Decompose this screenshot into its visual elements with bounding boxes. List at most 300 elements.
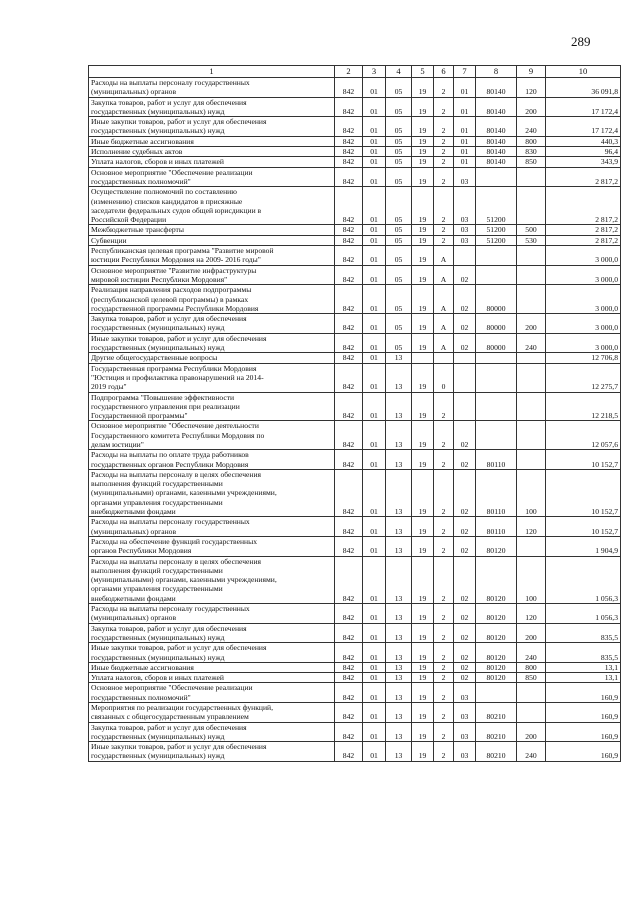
- code-cell: 03: [454, 167, 476, 187]
- code-cell: 850: [517, 673, 546, 683]
- code-cell: 2: [434, 421, 454, 450]
- code-cell: 01: [454, 117, 476, 137]
- code-cell: [517, 285, 546, 314]
- code-cell: 13: [386, 662, 412, 672]
- code-cell: 240: [517, 333, 546, 353]
- code-cell: 2: [434, 97, 454, 117]
- column-header: 8: [476, 66, 517, 78]
- code-cell: 01: [363, 742, 386, 762]
- table-row: [89, 722, 621, 742]
- code-cell: 2: [434, 187, 454, 225]
- code-cell: 842: [335, 117, 363, 137]
- code-cell: 01: [363, 363, 386, 392]
- table-row: [89, 167, 621, 187]
- row-description: Основное мероприятие "Обеспечение реализации государственных полномочий": [89, 683, 335, 703]
- code-cell: 01: [363, 662, 386, 672]
- table-row: [89, 147, 621, 157]
- row-description: Субвенции: [89, 235, 335, 245]
- code-cell: 05: [386, 136, 412, 146]
- code-cell: 05: [386, 246, 412, 266]
- table-row: [89, 662, 621, 672]
- code-cell: 842: [335, 421, 363, 450]
- code-cell: 2: [434, 722, 454, 742]
- code-cell: [412, 353, 434, 363]
- code-cell: [476, 353, 517, 363]
- table-row: [89, 536, 621, 556]
- amount-cell: 3 000,0: [546, 285, 621, 314]
- row-description: Иные закупки товаров, работ и услуг для обеспечения государственных (муниципальных) нужд: [89, 742, 335, 762]
- code-cell: [517, 167, 546, 187]
- row-description: Иные закупки товаров, работ и услуг для обеспечения государственных (муниципальных) нужд: [89, 333, 335, 353]
- code-cell: 2: [434, 136, 454, 146]
- code-cell: 2: [434, 556, 454, 603]
- code-cell: [517, 536, 546, 556]
- code-cell: 80140: [476, 147, 517, 157]
- code-cell: 80210: [476, 722, 517, 742]
- code-cell: 02: [454, 623, 476, 643]
- code-cell: 19: [412, 314, 434, 334]
- code-cell: 2: [434, 623, 454, 643]
- code-cell: 842: [335, 136, 363, 146]
- code-cell: 842: [335, 157, 363, 167]
- code-cell: 19: [412, 225, 434, 235]
- code-cell: 19: [412, 167, 434, 187]
- code-cell: 2: [434, 167, 454, 187]
- code-cell: 01: [454, 97, 476, 117]
- code-cell: 2: [434, 604, 454, 624]
- table-row: [89, 157, 621, 167]
- code-cell: 01: [363, 469, 386, 516]
- column-header: 3: [363, 66, 386, 78]
- amount-cell: 2 817,2: [546, 187, 621, 225]
- code-cell: 19: [412, 136, 434, 146]
- code-cell: [476, 265, 517, 285]
- code-cell: 19: [412, 536, 434, 556]
- code-cell: 13: [386, 673, 412, 683]
- code-cell: 842: [335, 517, 363, 537]
- code-cell: А: [434, 314, 454, 334]
- code-cell: 19: [412, 643, 434, 663]
- code-cell: 842: [335, 363, 363, 392]
- code-cell: 13: [386, 604, 412, 624]
- code-cell: 842: [335, 643, 363, 663]
- code-cell: А: [434, 333, 454, 353]
- code-cell: 842: [335, 683, 363, 703]
- code-cell: 80210: [476, 742, 517, 762]
- row-description: Расходы на выплаты персоналу государственных (муниципальных) органов: [89, 78, 335, 98]
- code-cell: 02: [454, 673, 476, 683]
- code-cell: 13: [386, 353, 412, 363]
- page-number: 289: [571, 34, 591, 49]
- code-cell: 01: [454, 147, 476, 157]
- code-cell: 13: [386, 623, 412, 643]
- code-cell: 842: [335, 673, 363, 683]
- code-cell: [476, 683, 517, 703]
- code-cell: 02: [454, 536, 476, 556]
- code-cell: 240: [517, 117, 546, 137]
- table-row: [89, 363, 621, 392]
- code-cell: 01: [363, 235, 386, 245]
- code-cell: 2: [434, 673, 454, 683]
- row-description: Расходы на выплаты персоналу в целях обеспечения выполнения функций государственными (муниципальными) органами, казенными учреждениями, органами управления государственными внебюджетными фондами: [89, 556, 335, 603]
- code-cell: 2: [434, 225, 454, 235]
- amount-cell: 1 904,9: [546, 536, 621, 556]
- code-cell: 100: [517, 556, 546, 603]
- table-row: [89, 469, 621, 516]
- code-cell: 842: [335, 167, 363, 187]
- code-cell: 13: [386, 643, 412, 663]
- code-cell: 842: [335, 662, 363, 672]
- table-row: [89, 450, 621, 470]
- code-cell: 01: [363, 683, 386, 703]
- code-cell: 2: [434, 683, 454, 703]
- code-cell: 05: [386, 265, 412, 285]
- code-cell: [454, 392, 476, 421]
- code-cell: 800: [517, 662, 546, 672]
- code-cell: 01: [363, 450, 386, 470]
- code-cell: 80110: [476, 469, 517, 516]
- amount-cell: 96,4: [546, 147, 621, 157]
- code-cell: 02: [454, 285, 476, 314]
- code-cell: 80140: [476, 97, 517, 117]
- code-cell: 01: [363, 333, 386, 353]
- table-row: [89, 225, 621, 235]
- row-description: Иные закупки товаров, работ и услуг для обеспечения государственных (муниципальных) нужд: [89, 643, 335, 663]
- code-cell: 842: [335, 604, 363, 624]
- amount-cell: 2 817,2: [546, 167, 621, 187]
- code-cell: 842: [335, 97, 363, 117]
- code-cell: 19: [412, 392, 434, 421]
- code-cell: А: [434, 265, 454, 285]
- code-cell: 19: [412, 673, 434, 683]
- code-cell: [476, 167, 517, 187]
- code-cell: 2: [434, 517, 454, 537]
- column-header: 6: [434, 66, 454, 78]
- row-description: Основное мероприятие "Обеспечение реализации государственных полномочий": [89, 167, 335, 187]
- code-cell: 01: [363, 78, 386, 98]
- amount-cell: 2 817,2: [546, 225, 621, 235]
- row-description: Закупка товаров, работ и услуг для обеспечения государственных (муниципальных) нужд: [89, 314, 335, 334]
- code-cell: 02: [454, 556, 476, 603]
- code-cell: 240: [517, 643, 546, 663]
- code-cell: 01: [363, 265, 386, 285]
- amount-cell: 440,3: [546, 136, 621, 146]
- code-cell: 13: [386, 703, 412, 723]
- amount-cell: 10 152,7: [546, 469, 621, 516]
- code-cell: 80000: [476, 333, 517, 353]
- row-description: Иные бюджетные ассигнования: [89, 136, 335, 146]
- code-cell: 842: [335, 265, 363, 285]
- code-cell: 02: [454, 469, 476, 516]
- table-row: [89, 643, 621, 663]
- code-cell: 02: [454, 604, 476, 624]
- row-description: Подпрограмма "Повышение эффективности государственного управления при реализации Государственной программы": [89, 392, 335, 421]
- amount-cell: 13,1: [546, 673, 621, 683]
- code-cell: 19: [412, 187, 434, 225]
- code-cell: 05: [386, 187, 412, 225]
- code-cell: [454, 363, 476, 392]
- code-cell: [454, 353, 476, 363]
- code-cell: 02: [454, 450, 476, 470]
- column-header: 10: [546, 66, 621, 78]
- code-cell: 02: [454, 643, 476, 663]
- code-cell: 80110: [476, 517, 517, 537]
- code-cell: 842: [335, 469, 363, 516]
- code-cell: [434, 353, 454, 363]
- amount-cell: 10 152,7: [546, 450, 621, 470]
- row-description: Основное мероприятие "Обеспечение деятельности Государственного комитета Республики Мордовия по делам юстиции": [89, 421, 335, 450]
- table-row: [89, 333, 621, 353]
- row-description: Мероприятия по реализации государственных функций, связанных с общегосударственным управлением: [89, 703, 335, 723]
- table-row: [89, 285, 621, 314]
- code-cell: 842: [335, 742, 363, 762]
- code-cell: 19: [412, 78, 434, 98]
- code-cell: 19: [412, 421, 434, 450]
- code-cell: 842: [335, 450, 363, 470]
- code-cell: [476, 363, 517, 392]
- table-row: [89, 246, 621, 266]
- code-cell: 2: [434, 742, 454, 762]
- table-row: [89, 703, 621, 723]
- code-cell: 01: [363, 246, 386, 266]
- code-cell: 02: [454, 517, 476, 537]
- code-cell: 842: [335, 392, 363, 421]
- code-cell: 01: [363, 392, 386, 421]
- code-cell: 01: [454, 78, 476, 98]
- code-cell: 19: [412, 363, 434, 392]
- code-cell: 842: [335, 285, 363, 314]
- code-cell: 51200: [476, 187, 517, 225]
- code-cell: 19: [412, 147, 434, 157]
- code-cell: 80120: [476, 643, 517, 663]
- code-cell: 02: [454, 421, 476, 450]
- code-cell: 02: [454, 333, 476, 353]
- code-cell: 01: [363, 314, 386, 334]
- row-description: Уплата налогов, сборов и иных платежей: [89, 673, 335, 683]
- table-row: [89, 78, 621, 98]
- code-cell: 01: [363, 187, 386, 225]
- amount-cell: 1 056,3: [546, 604, 621, 624]
- table-row: [89, 392, 621, 421]
- code-cell: 05: [386, 167, 412, 187]
- code-cell: 80140: [476, 136, 517, 146]
- code-cell: 03: [454, 742, 476, 762]
- code-cell: [517, 363, 546, 392]
- code-cell: 0: [434, 363, 454, 392]
- code-cell: 842: [335, 187, 363, 225]
- code-cell: 80120: [476, 604, 517, 624]
- code-cell: [517, 246, 546, 266]
- row-description: Расходы на выплаты персоналу в целях обеспечения выполнения функций государственными (муниципальными) органами, казенными учреждениями, органами управления государственными внебюджетными фондами: [89, 469, 335, 516]
- code-cell: 19: [412, 683, 434, 703]
- amount-cell: 160,9: [546, 742, 621, 762]
- row-description: Реализация направления расходов подпрограммы (республиканской целевой программы) в рамках государственной программы Республики Мордовия: [89, 285, 335, 314]
- code-cell: 05: [386, 117, 412, 137]
- code-cell: 01: [363, 285, 386, 314]
- code-cell: 120: [517, 78, 546, 98]
- row-description: Государственная программа Республики Мордовия "Юстиция и профилактика правонарушений на 2014- 2019 годы": [89, 363, 335, 392]
- column-header: 9: [517, 66, 546, 78]
- code-cell: [517, 421, 546, 450]
- amount-cell: 10 152,7: [546, 517, 621, 537]
- column-header: 2: [335, 66, 363, 78]
- code-cell: 13: [386, 683, 412, 703]
- code-cell: 01: [363, 536, 386, 556]
- code-cell: 19: [412, 157, 434, 167]
- code-cell: 05: [386, 157, 412, 167]
- code-cell: 842: [335, 235, 363, 245]
- code-cell: 01: [363, 722, 386, 742]
- column-header: 1: [89, 66, 335, 78]
- code-cell: [517, 450, 546, 470]
- row-description: Расходы на выплаты по оплате труда работников государственных органов Республики Мордовия: [89, 450, 335, 470]
- table-row: [89, 265, 621, 285]
- table-row: [89, 187, 621, 225]
- code-cell: 80120: [476, 673, 517, 683]
- code-cell: 80000: [476, 314, 517, 334]
- code-cell: 01: [363, 147, 386, 157]
- amount-cell: 12 218,5: [546, 392, 621, 421]
- code-cell: 2: [434, 235, 454, 245]
- code-cell: 19: [412, 623, 434, 643]
- code-cell: 01: [363, 556, 386, 603]
- row-description: Исполнение судебных актов: [89, 147, 335, 157]
- row-description: Осуществление полномочий по составлению (изменению) списков кандидатов в присяжные заседатели федеральных судов общей юрисдикции в Российской Федерации: [89, 187, 335, 225]
- table-row: [89, 604, 621, 624]
- code-cell: 19: [412, 469, 434, 516]
- code-cell: 80110: [476, 450, 517, 470]
- code-cell: 05: [386, 314, 412, 334]
- code-cell: 842: [335, 353, 363, 363]
- code-cell: 05: [386, 285, 412, 314]
- code-cell: 100: [517, 469, 546, 516]
- code-cell: 19: [412, 604, 434, 624]
- code-cell: 2: [434, 662, 454, 672]
- row-description: Расходы на выплаты персоналу государственных (муниципальных) органов: [89, 604, 335, 624]
- code-cell: 01: [363, 167, 386, 187]
- code-cell: 19: [412, 246, 434, 266]
- code-cell: 2: [434, 78, 454, 98]
- table-row: [89, 314, 621, 334]
- amount-cell: 12 057,6: [546, 421, 621, 450]
- code-cell: 842: [335, 78, 363, 98]
- table-row: [89, 235, 621, 245]
- code-cell: 19: [412, 265, 434, 285]
- code-cell: 05: [386, 235, 412, 245]
- code-cell: 05: [386, 147, 412, 157]
- code-cell: 842: [335, 722, 363, 742]
- code-cell: 13: [386, 742, 412, 762]
- code-cell: 13: [386, 421, 412, 450]
- code-cell: 120: [517, 517, 546, 537]
- code-cell: 2: [434, 392, 454, 421]
- code-cell: 13: [386, 517, 412, 537]
- amount-cell: 17 172,4: [546, 97, 621, 117]
- code-cell: [476, 246, 517, 266]
- amount-cell: 3 000,0: [546, 246, 621, 266]
- code-cell: 05: [386, 78, 412, 98]
- code-cell: 120: [517, 604, 546, 624]
- table-row: [89, 742, 621, 762]
- amount-cell: 3 000,0: [546, 333, 621, 353]
- code-cell: 01: [363, 643, 386, 663]
- code-cell: 80120: [476, 662, 517, 672]
- table-row: [89, 353, 621, 363]
- code-cell: 19: [412, 662, 434, 672]
- code-cell: 13: [386, 556, 412, 603]
- code-cell: 02: [454, 662, 476, 672]
- code-cell: 19: [412, 517, 434, 537]
- code-cell: 13: [386, 536, 412, 556]
- code-cell: [517, 187, 546, 225]
- row-description: Межбюджетные трансферты: [89, 225, 335, 235]
- code-cell: 01: [363, 623, 386, 643]
- code-cell: 842: [335, 623, 363, 643]
- code-cell: 80120: [476, 536, 517, 556]
- code-cell: 19: [412, 97, 434, 117]
- row-description: Другие общегосударственные вопросы: [89, 353, 335, 363]
- code-cell: 2: [434, 703, 454, 723]
- table-row: [89, 517, 621, 537]
- code-cell: 80140: [476, 117, 517, 137]
- code-cell: 19: [412, 703, 434, 723]
- amount-cell: 160,9: [546, 703, 621, 723]
- code-cell: 05: [386, 97, 412, 117]
- row-description: Расходы на обеспечение функций государственных органов Республики Мордовия: [89, 536, 335, 556]
- code-cell: [517, 703, 546, 723]
- code-cell: 842: [335, 333, 363, 353]
- row-description: Закупка товаров, работ и услуг для обеспечения государственных (муниципальных) нужд: [89, 97, 335, 117]
- code-cell: 03: [454, 683, 476, 703]
- code-cell: 19: [412, 285, 434, 314]
- code-cell: 01: [454, 157, 476, 167]
- code-cell: 2: [434, 147, 454, 157]
- code-cell: 01: [363, 117, 386, 137]
- code-cell: 03: [454, 722, 476, 742]
- amount-cell: 12 706,8: [546, 353, 621, 363]
- code-cell: 13: [386, 722, 412, 742]
- amount-cell: 343,9: [546, 157, 621, 167]
- code-cell: 842: [335, 225, 363, 235]
- code-cell: 2: [434, 157, 454, 167]
- amount-cell: 160,9: [546, 722, 621, 742]
- code-cell: 500: [517, 225, 546, 235]
- table-body: [89, 78, 621, 762]
- budget-table: [88, 65, 621, 762]
- code-cell: 01: [363, 136, 386, 146]
- code-cell: 80120: [476, 623, 517, 643]
- row-description: Иные закупки товаров, работ и услуг для обеспечения государственных (муниципальных) нужд: [89, 117, 335, 137]
- amount-cell: 17 172,4: [546, 117, 621, 137]
- code-cell: 80000: [476, 285, 517, 314]
- column-header: 7: [454, 66, 476, 78]
- amount-cell: 835,5: [546, 623, 621, 643]
- code-cell: 19: [412, 450, 434, 470]
- code-cell: 02: [454, 314, 476, 334]
- code-cell: 01: [363, 673, 386, 683]
- row-description: Основное мероприятие "Развитие инфраструктуры мировой юстиции Республики Мордовия": [89, 265, 335, 285]
- column-header: 4: [386, 66, 412, 78]
- table-row: [89, 556, 621, 603]
- row-description: Республиканская целевая программа "Развитие мировой юстиции Республики Мордовия на 2009- 2016 годы": [89, 246, 335, 266]
- code-cell: 80210: [476, 703, 517, 723]
- table-row: [89, 623, 621, 643]
- code-cell: 03: [454, 225, 476, 235]
- code-cell: 13: [386, 450, 412, 470]
- code-cell: [454, 246, 476, 266]
- table-row: [89, 673, 621, 683]
- code-cell: 03: [454, 187, 476, 225]
